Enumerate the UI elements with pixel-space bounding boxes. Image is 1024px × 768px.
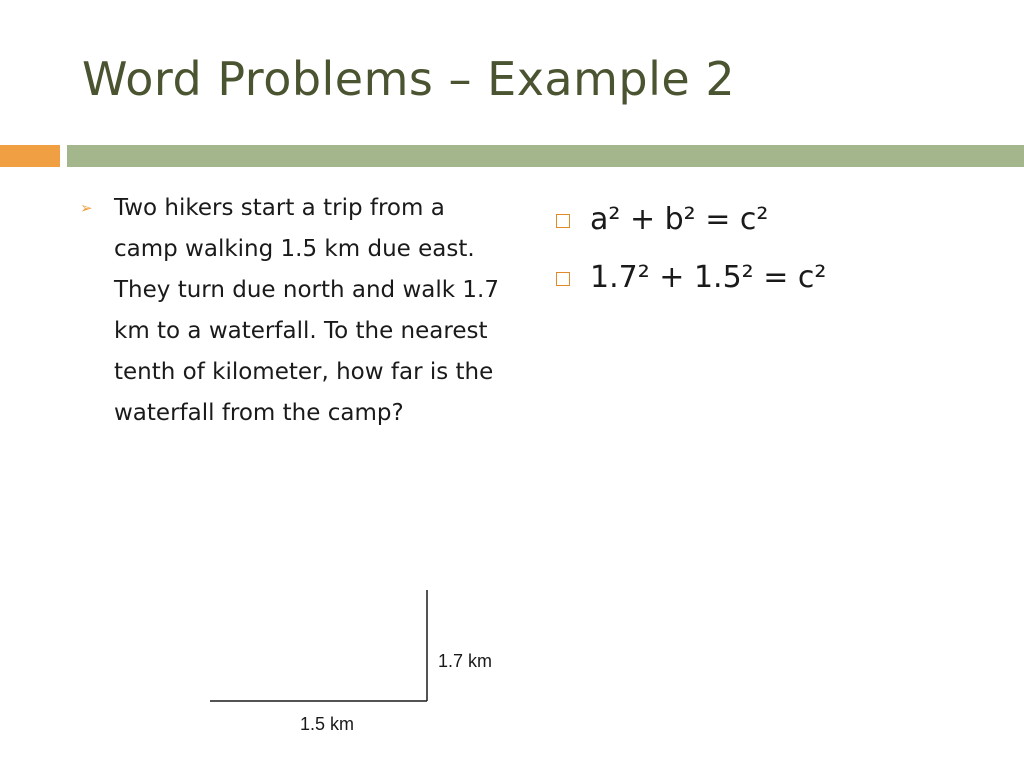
chevron-right-icon: ➢ xyxy=(80,199,93,217)
problem-column xyxy=(80,188,500,434)
equation-item xyxy=(556,190,996,248)
slide-title: Word Problems – Example 2 xyxy=(82,52,736,106)
problem-bullet xyxy=(80,188,500,434)
equation-column xyxy=(556,190,996,306)
right-triangle-diagram xyxy=(200,580,530,750)
square-bullet-icon xyxy=(556,272,570,286)
horizontal-leg-label: 1.5 km xyxy=(300,714,355,734)
vertical-leg-label: 1.7 km xyxy=(438,651,493,671)
accent-bar-orange xyxy=(0,145,60,167)
problem-text: Two hikers start a trip from a camp walking 1.5 km due east. They turn due north and walk 1.7 km to a waterfall. To the nearest tenth of kilometer, how far is the waterfall from the camp? xyxy=(114,195,499,426)
accent-bar-green xyxy=(67,145,1024,167)
square-bullet-icon xyxy=(556,214,570,228)
equation-text: a² + b² = c² xyxy=(590,201,769,237)
equation-text: 1.7² + 1.5² = c² xyxy=(590,259,827,295)
equation-item xyxy=(556,248,996,306)
